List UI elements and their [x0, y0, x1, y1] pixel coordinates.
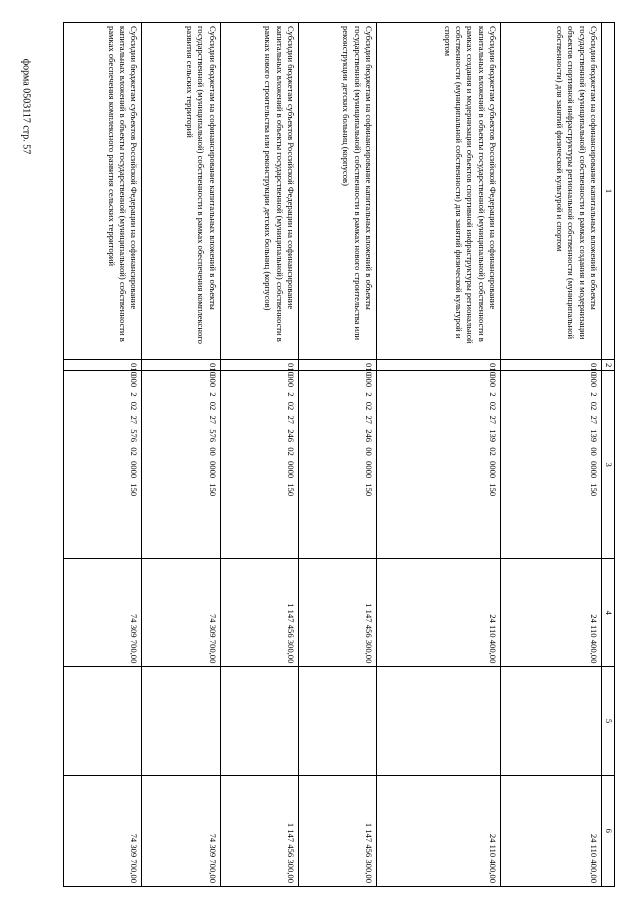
- table-row: [220, 23, 298, 887]
- row-col6-amount: 74 309 700,00: [64, 775, 142, 886]
- column-header-1: 1: [602, 23, 615, 360]
- row-col5-amount: [298, 667, 376, 775]
- row-name: Субсидии бюджетам субъектов Российской Федерации на софинансирование капитальных вложений в объекты государственной (муниципальной) собственности в рамках нового строительства или реконструкции детских больниц (корпусов): [220, 23, 298, 360]
- form-label: форма 0503117 стр. 57: [20, 58, 32, 154]
- row-approved-amount: 74 309 700,00: [142, 559, 220, 667]
- row-col6-amount: 24 110 400,00: [500, 775, 601, 886]
- row-income-code: 000 2 02 27 576 02 0000 150: [64, 371, 142, 559]
- row-col6-amount: 1 147 456 300,00: [298, 775, 376, 886]
- table-row: [142, 23, 220, 887]
- column-header-4: 4: [602, 559, 615, 667]
- row-name: Субсидии бюджетам субъектов Российской Федерации на софинансирование капитальных вложений в объекты государственной (муниципальной) собственности в рамках создания и модернизации объектов спортивной инфраструктуры региональной собственности (муниципальной собственности) для занятий физической культурой и спортом: [377, 23, 501, 360]
- row-income-code: 000 2 02 27 246 02 0000 150: [220, 371, 298, 559]
- row-name: Субсидии бюджетам на софинансирование капитальных вложений в объекты государственной (муниципальной) собственности в рамках нового строительства или реконструкции детских больниц (корпусов): [298, 23, 376, 360]
- row-income-code: 000 2 02 27 139 02 0000 150: [377, 371, 501, 559]
- row-col5-amount: [377, 667, 501, 775]
- table-row: [377, 23, 501, 887]
- row-line-code: 010: [377, 360, 501, 371]
- row-line-code: 010: [298, 360, 376, 371]
- row-line-code: 010: [64, 360, 142, 371]
- row-col5-amount: [500, 667, 601, 775]
- row-col6-amount: 24 110 400,00: [377, 775, 501, 886]
- row-name: Субсидии бюджетам на софинансирование капитальных вложений в объекты государственной (муниципальной) собственности в рамках обеспечения комплексного развития сельских территорий: [142, 23, 220, 360]
- row-col6-amount: 74 309 700,00: [142, 775, 220, 886]
- row-col5-amount: [64, 667, 142, 775]
- column-number-row: [602, 23, 615, 887]
- report-table: [63, 22, 615, 887]
- table-row: [500, 23, 601, 887]
- row-approved-amount: 1 147 456 300,00: [220, 559, 298, 667]
- row-col5-amount: [142, 667, 220, 775]
- row-line-code: 010: [500, 360, 601, 371]
- page-header: [16, 16, 36, 196]
- column-header-5: 5: [602, 667, 615, 775]
- table-row: [298, 23, 376, 887]
- row-line-code: 010: [142, 360, 220, 371]
- column-header-6: 6: [602, 775, 615, 886]
- row-approved-amount: 24 110 400,00: [377, 559, 501, 667]
- row-name: Субсидии бюджетам на софинансирование капитальных вложений в объекты государственной (муниципальной) собственности в рамках создания и модернизации объектов спортивной инфраструктуры региональной собственности (муниципальной собственности) для занятий физической культурой и спортом: [500, 23, 601, 360]
- row-line-code: 010: [220, 360, 298, 371]
- table-rotated-content: [63, 22, 615, 887]
- table-rotation-frame: [63, 22, 615, 887]
- row-approved-amount: 24 110 400,00: [500, 559, 601, 667]
- column-header-3: 3: [602, 371, 615, 559]
- row-income-code: 000 2 02 27 576 00 0000 150: [142, 371, 220, 559]
- row-income-code: 000 2 02 27 246 00 0000 150: [298, 371, 376, 559]
- row-col5-amount: [220, 667, 298, 775]
- row-approved-amount: 1 147 456 300,00: [298, 559, 376, 667]
- row-name: Субсидии бюджетам субъектов Российской Федерации на софинансирование капитальных вложений в объекты государственной (муниципальной) собственности в рамках обеспечения комплексного развития сельских территорий: [64, 23, 142, 360]
- column-header-2: 2: [602, 360, 615, 371]
- row-income-code: 000 2 02 27 139 00 0000 150: [500, 371, 601, 559]
- row-approved-amount: 74 309 700,00: [64, 559, 142, 667]
- row-col6-amount: 1 147 456 300,00: [220, 775, 298, 886]
- table-row: [64, 23, 142, 887]
